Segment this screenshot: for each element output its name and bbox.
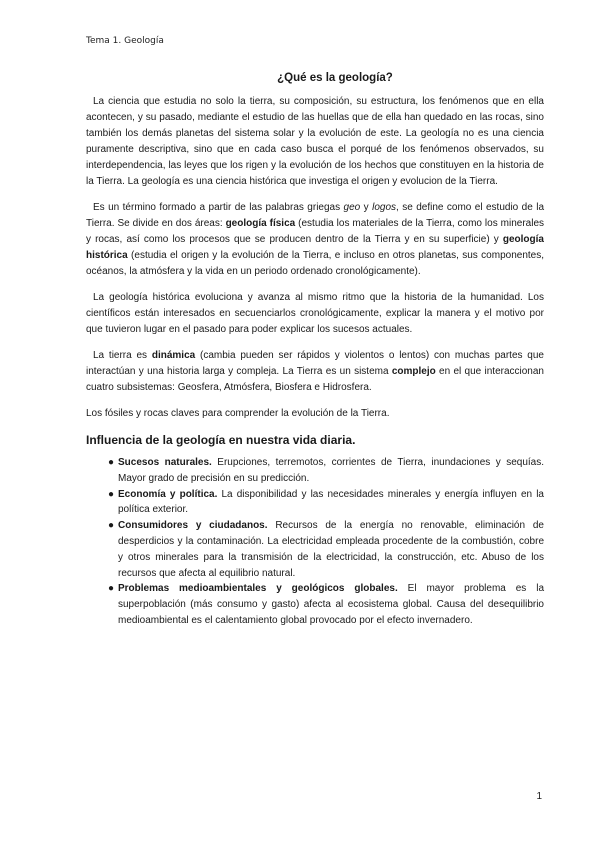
list-item-text: Erupciones, terremotos, corrientes de Tierra, inundaciones y sequías. Mayor grado de precisión en su predicción.: [118, 457, 545, 484]
term-geo: geo: [343, 202, 361, 213]
text-run: en el que interaccionan cuatro subsistemas: Geosfera, Atmósfera, Biosfera e Hidrosfera.: [86, 366, 544, 393]
term-geologia-fisica: geología física: [225, 218, 296, 229]
list-item-text: El mayor problema es la superpoblación (más consumo y gasto) afecta al ecosistema global. Causa del desequilibrio medioambiental es el calentamiento global provocado por el efecto invernadero.: [118, 583, 545, 626]
paragraph-definition: La ciencia que estudia no solo la tierra, su composición, su estructura, los fenómenos que en ella acontecen, y su pasado, mediante el estudio de las huellas que de ella han quedado en las rocas, sino también los demás planetas del sistema solar y la evolución de este. La geología no es una ciencia puramente descriptiva, sino que en cada caso busca el porqué de los fenómenos observados, su interdependencia, las leyes que los rigen y la evolución de los hechos que constituyen en la historia de la Tierra. La geología es una ciencia histórica que investiga el origen y evolucion de la Tierra.: [86, 96, 544, 187]
bullet-icon: ●: [108, 520, 115, 532]
term-geologia-historica: geología histórica: [86, 234, 544, 261]
list-item-heading: Consumidores y ciudadanos.: [118, 520, 268, 532]
paragraph-historical: La geología histórica evoluciona y avanza al mismo ritmo que la historia de la humanidad. Los científicos están interesados en secuenciarlos cronológicamente, explicar la manera y el motivo por que tuvieron lugar en el pasado para poder explicar los sucesos actuales.: [86, 292, 544, 335]
text-run: Es un término formado a partir de las palabras griegas: [93, 202, 344, 213]
text-run: (estudia el origen y la evolución de la Tierra, e incluso en otros planetas, sus componentes, océanos, la atmósfera y la vida en un periodo ordenado cronológicamente).: [86, 250, 544, 277]
page-number: 1: [536, 791, 542, 802]
list-item: [86, 487, 544, 519]
document-title: ¿Qué es la geología?: [277, 72, 393, 84]
list-item-heading: Problemas medioambientales y geológicos globales.: [118, 583, 398, 595]
influence-list: [86, 455, 544, 629]
text-run: (cambia pueden ser rápidos y violentos o lentos) con muchas partes que interactúan y una historia larga y compleja. La Tierra es un sistema: [86, 350, 544, 377]
paragraph-dynamic-earth: [86, 348, 544, 396]
term-complejo: complejo: [391, 366, 436, 377]
list-item: [86, 518, 544, 581]
text-run: La tierra es: [93, 350, 152, 361]
bullet-icon: ●: [108, 488, 115, 500]
list-item-heading: Sucesos naturales.: [118, 457, 212, 468]
list-item-heading: Economía y política.: [118, 488, 218, 500]
bullet-icon: ●: [108, 457, 115, 468]
text-run: (estudia los materiales de la Tierra, como los minerales y rocas, así como los procesos que se producen dentro de la Tierra y en su superficie) y: [86, 218, 545, 245]
term-logos: logos: [372, 202, 397, 213]
section-title: Influencia de la geología en nuestra vida diaria.: [86, 433, 356, 447]
bullet-icon: ●: [108, 583, 115, 595]
list-item: [86, 455, 544, 487]
document-body: [86, 70, 544, 629]
list-item: [86, 581, 544, 628]
list-item-text: Recursos de la energía no renovable, eliminación de desperdicios y la contaminación. La electricidad empleada procedente de la combustión, cobre y otros minerales para la transmisión de la electricidad, la construcción, etc. Abuso de los recursos que afecta al equilibrio natural.: [118, 520, 544, 579]
paragraph-fossils: Los fósiles y rocas claves para comprender la evolución de la Tierra.: [86, 408, 390, 419]
text-run: y: [360, 202, 373, 213]
running-header: Tema 1. Geología: [86, 36, 164, 46]
term-dinamica: dinámica: [151, 350, 196, 361]
paragraph-etymology: [86, 200, 544, 280]
text-run: , se define como el estudio de la Tierra. Se divide en dos áreas:: [86, 202, 545, 229]
list-item-text: La disponibilidad y las necesidades minerales y energía influyen en la política exterior.: [118, 488, 544, 516]
